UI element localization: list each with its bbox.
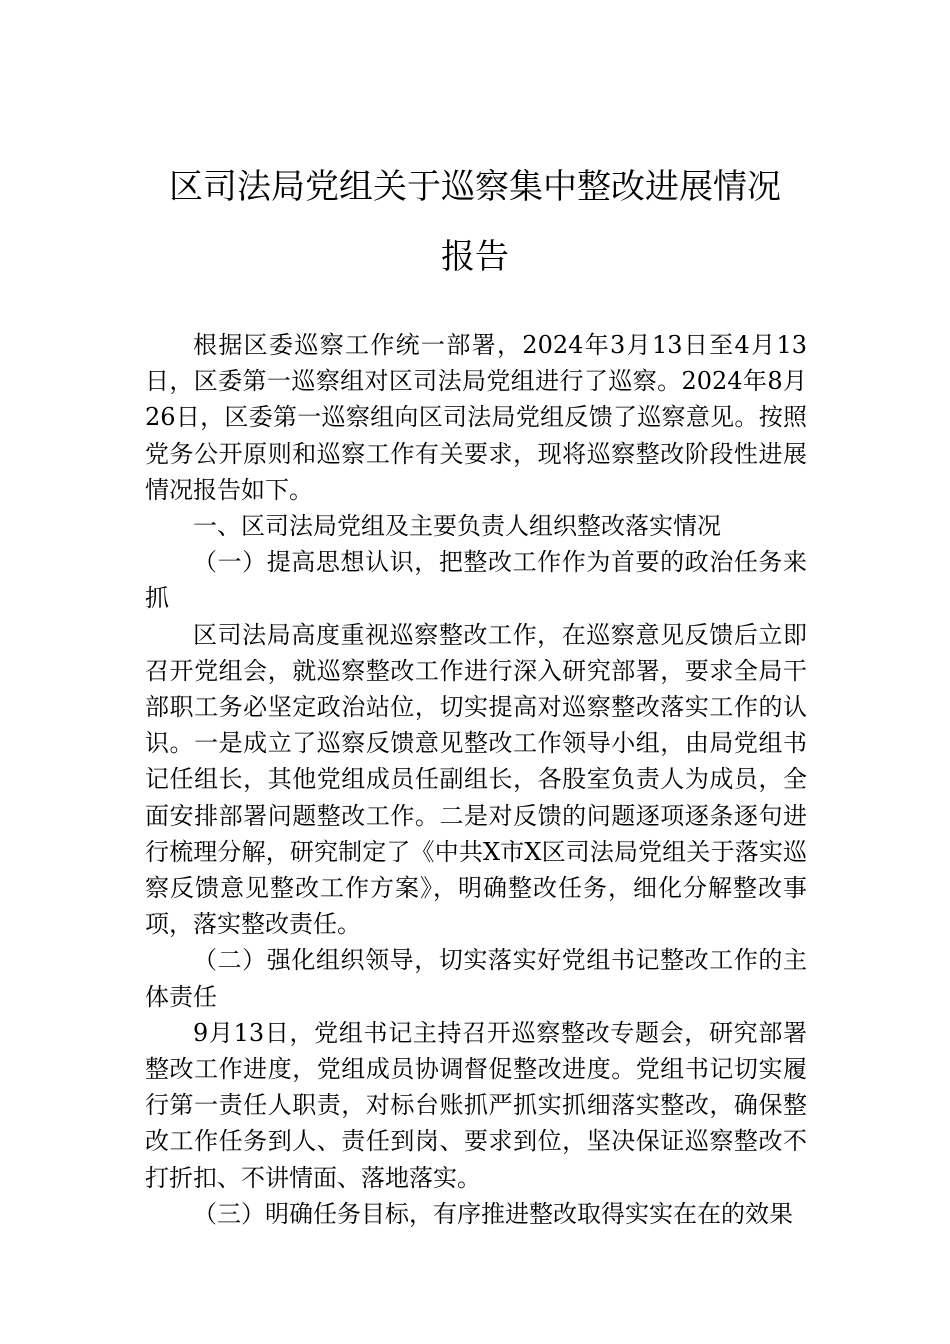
paragraph-intro: 根据区委巡察工作统一部署，2024年3月13日至4月13日，区委第一巡察组对区司法局党组进行了巡察。2024年8月26日，区委第一巡察组向区司法局党组反馈了巡察意见。按照党务公开原则和巡察工作有关要求，现将巡察整改阶段性进展情况报告如下。: [145, 331, 807, 504]
document-title-line-2: 报告: [441, 237, 509, 277]
subheading-3: （三）明确任务目标，有序推进整改取得实实在在的效果: [193, 1199, 793, 1228]
document-title-line-1: 区司法局党组关于巡察集中整改进展情况: [169, 167, 781, 207]
heading-section-1: 一、区司法局党组及主要负责人组织整改落实情况: [193, 512, 721, 541]
paragraph-2: 9月13日，党组书记主持召开巡察整改专题会，研究部署整改工作进度，党组成员协调督促整改进度。党组书记切实履行第一责任人职责，对标台账抓严抓实抓细落实整改，确保整改工作任务到人、责任到岗、要求到位，坚决保证巡察整改不打折扣、不讲情面、落地落实。: [145, 1018, 807, 1192]
document-body: [145, 327, 807, 1232]
subheading-1: （一）提高思想认识，把整改工作作为首要的政治任务来抓: [145, 548, 807, 613]
subheading-2: （二）强化组织领导，切实落实好党组书记整改工作的主体责任: [145, 946, 807, 1011]
paragraph-1: 区司法局高度重视巡察整改工作，在巡察意见反馈后立即召开党组会，就巡察整改工作进行深入研究部署，要求全局干部职工务必坚定政治站位，切实提高对巡察整改落实工作的认识。一是成立了巡察反馈意见整改工作领导小组，由局党组书记任组长，其他党组成员任副组长，各股室负责人为成员，全面安排部署问题整改工作。二是对反馈的问题逐项逐条逐句进行梳理分解，研究制定了《中共X市X区司法局党组关于落实巡察反馈意见整改工作方案》，明确整改任务，细化分解整改事项，落实整改责任。: [145, 620, 807, 939]
